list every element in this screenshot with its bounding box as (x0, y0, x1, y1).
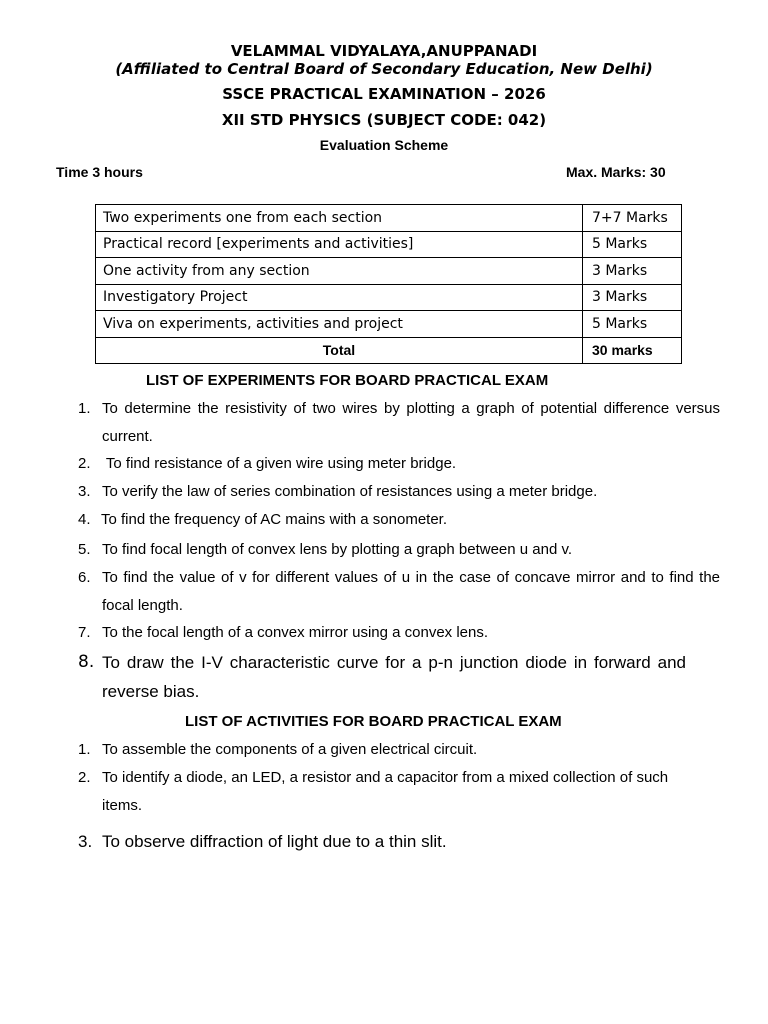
list-number: 5. (78, 541, 91, 558)
table-row (96, 284, 682, 311)
list-number: 6. (78, 569, 91, 586)
table-cell-marks: 3 Marks (583, 258, 682, 285)
table-cell-item: Viva on experiments, activities and project (96, 311, 583, 338)
exam-title: SSCE PRACTICAL EXAMINATION – 2026 (222, 85, 546, 103)
list-number: 1. (78, 400, 91, 417)
list-text: To find the frequency of AC mains with a sonometer. (101, 511, 448, 528)
table-total-row (96, 337, 682, 364)
table-cell-marks: 5 Marks (583, 231, 682, 258)
list-number: 3. (78, 483, 91, 500)
max-marks-label: Max. Marks: 30 (566, 164, 666, 180)
table-row (96, 258, 682, 285)
affiliation: (Affiliated to Central Board of Secondary Education, New Delhi) (115, 60, 653, 78)
list-text: To identify a diode, an LED, a resistor and a capacitor from a mixed collection of such items. (102, 769, 669, 814)
list-number: 2. (78, 769, 91, 786)
activities-heading: LIST OF ACTIVITIES FOR BOARD PRACTICAL EXAM (185, 713, 562, 730)
list-text: To observe diffraction of light due to a thin slit. (102, 832, 447, 851)
table-cell-item: One activity from any section (96, 258, 583, 285)
table-cell-item: Practical record [experiments and activities] (96, 231, 583, 258)
list-text: To find the value of v for different values of u in the case of concave mirror and to find the focal length. (102, 569, 720, 614)
list-text: To verify the law of series combination of resistances using a meter bridge. (102, 483, 598, 500)
list-text: To the focal length of a convex mirror using a convex lens. (102, 624, 489, 641)
list-number: 3. (78, 832, 93, 851)
total-label: Total (96, 337, 583, 364)
list-number: 7. (78, 624, 91, 641)
table-cell-marks: 7+7 Marks (583, 205, 682, 232)
table-cell-marks: 3 Marks (583, 284, 682, 311)
list-text: To assemble the components of a given electrical circuit. (102, 741, 478, 758)
table-cell-marks: 5 Marks (583, 311, 682, 338)
total-marks: 30 marks (583, 337, 682, 364)
list-text: To find resistance of a given wire using meter bridge. (102, 455, 457, 472)
table-row (96, 311, 682, 338)
experiments-heading: LIST OF EXPERIMENTS FOR BOARD PRACTICAL EXAM (146, 372, 549, 389)
list-number: 1. (78, 741, 91, 758)
evaluation-table (95, 204, 682, 364)
table-row (96, 205, 682, 232)
subject-title: XII STD PHYSICS (SUBJECT CODE: 042) (221, 111, 547, 129)
list-number: 2. (78, 455, 91, 472)
table-cell-item: Investigatory Project (96, 284, 583, 311)
list-text: To find focal length of convex lens by plotting a graph between u and v. (102, 541, 573, 558)
table-row (96, 231, 682, 258)
list-number: 8. (78, 652, 95, 672)
school-name: VELAMMAL VIDYALAYA,ANUPPANADI (230, 42, 538, 60)
list-text: To determine the resistivity of two wires by plotting a graph of potential difference versus current. (102, 400, 720, 445)
list-text: To draw the I-V characteristic curve for a p-n junction diode in forward and reverse bias. (102, 653, 686, 701)
table-cell-item: Two experiments one from each section (96, 205, 583, 232)
list-number: 4. (78, 511, 91, 528)
scheme-title: Evaluation Scheme (319, 137, 449, 153)
time-label: Time 3 hours (56, 164, 143, 180)
